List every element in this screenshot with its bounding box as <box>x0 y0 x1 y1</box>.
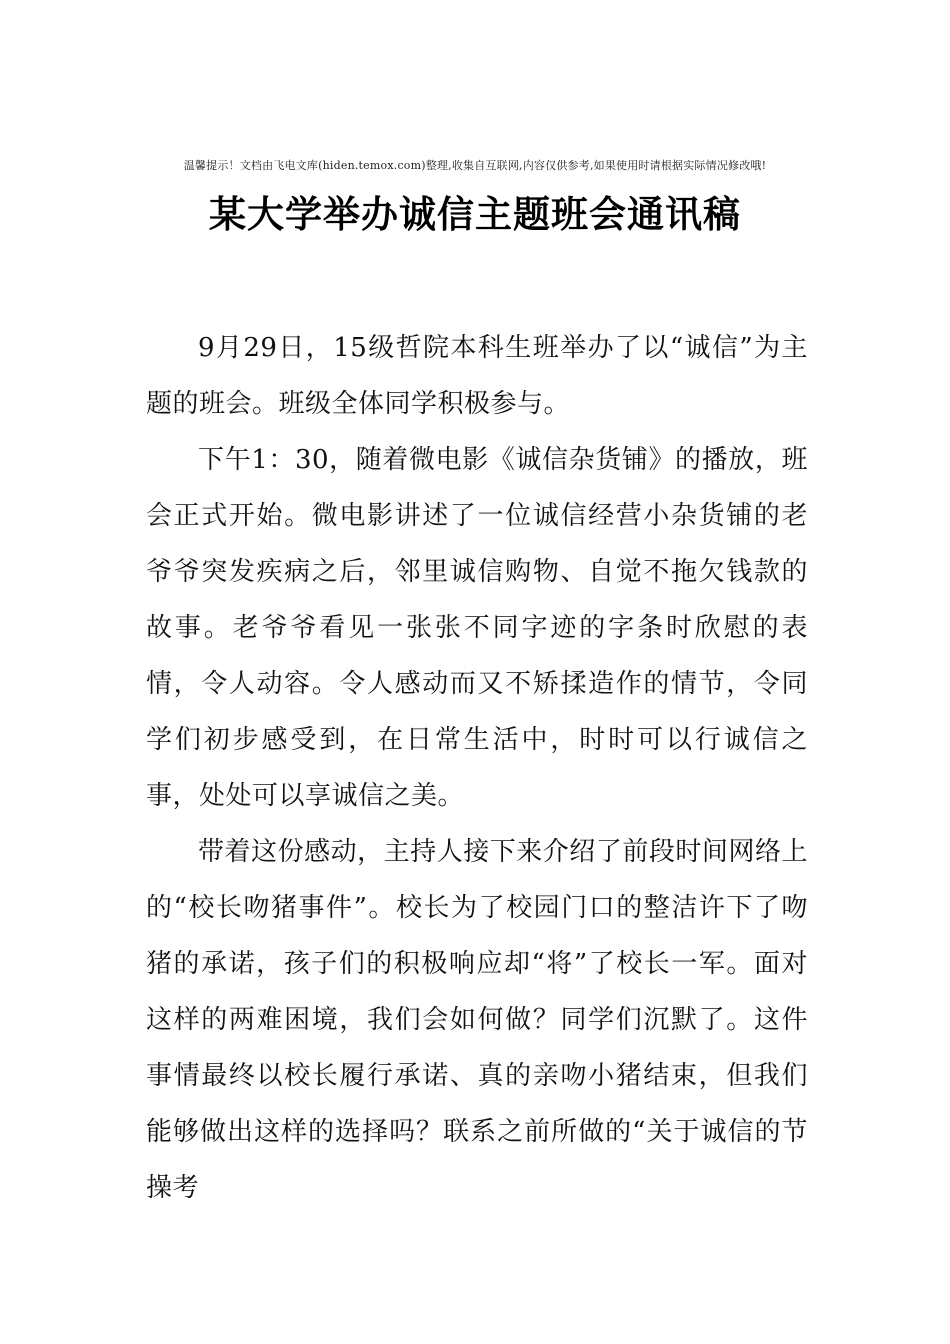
paragraph-3: 带着这份感动，主持人接下来介绍了前段时间网络上的“校长吻猪事件”。校长为了校园门口的整洁许下了吻猪的承诺，孩子们的积极响应却“将”了校长一军。面对这样的两难困境，我们会如何做？同学们沉默了。这件事情最终以校长履行承诺、真的亲吻小猪结束，但我们能够做出这样的选择吗？联系之前所做的“关于诚信的节操考 <box>146 837 808 1203</box>
paragraph-2: 下午1：30，随着微电影《诚信杂货铺》的播放，班会正式开始。微电影讲述了一位诚信经营小杂货铺的老爷爷突发疾病之后，邻里诚信购物、自觉不拖欠钱款的故事。老爷爷看见一张张不同字迹的字条时欣慰的表情，令人动容。令人感动而又不矫揉造作的情节，令同学们初步感受到，在日常生活中，时时可以行诚信之事，处处可以享诚信之美。 <box>146 445 808 811</box>
document-title: 某大学举办诚信主题班会通讯稿 <box>209 192 741 236</box>
paragraph-1: 9月29日，15级哲院本科生班举办了以“诚信”为主题的班会。班级全体同学积极参与。 <box>146 333 808 419</box>
document-body <box>146 320 808 1216</box>
header-notice: 温馨提示！文档由飞电文库(hiden.temox.com)整理,收集自互联网,内容仅供参考,如果使用时请根据实际情况修改哦! <box>183 159 767 172</box>
